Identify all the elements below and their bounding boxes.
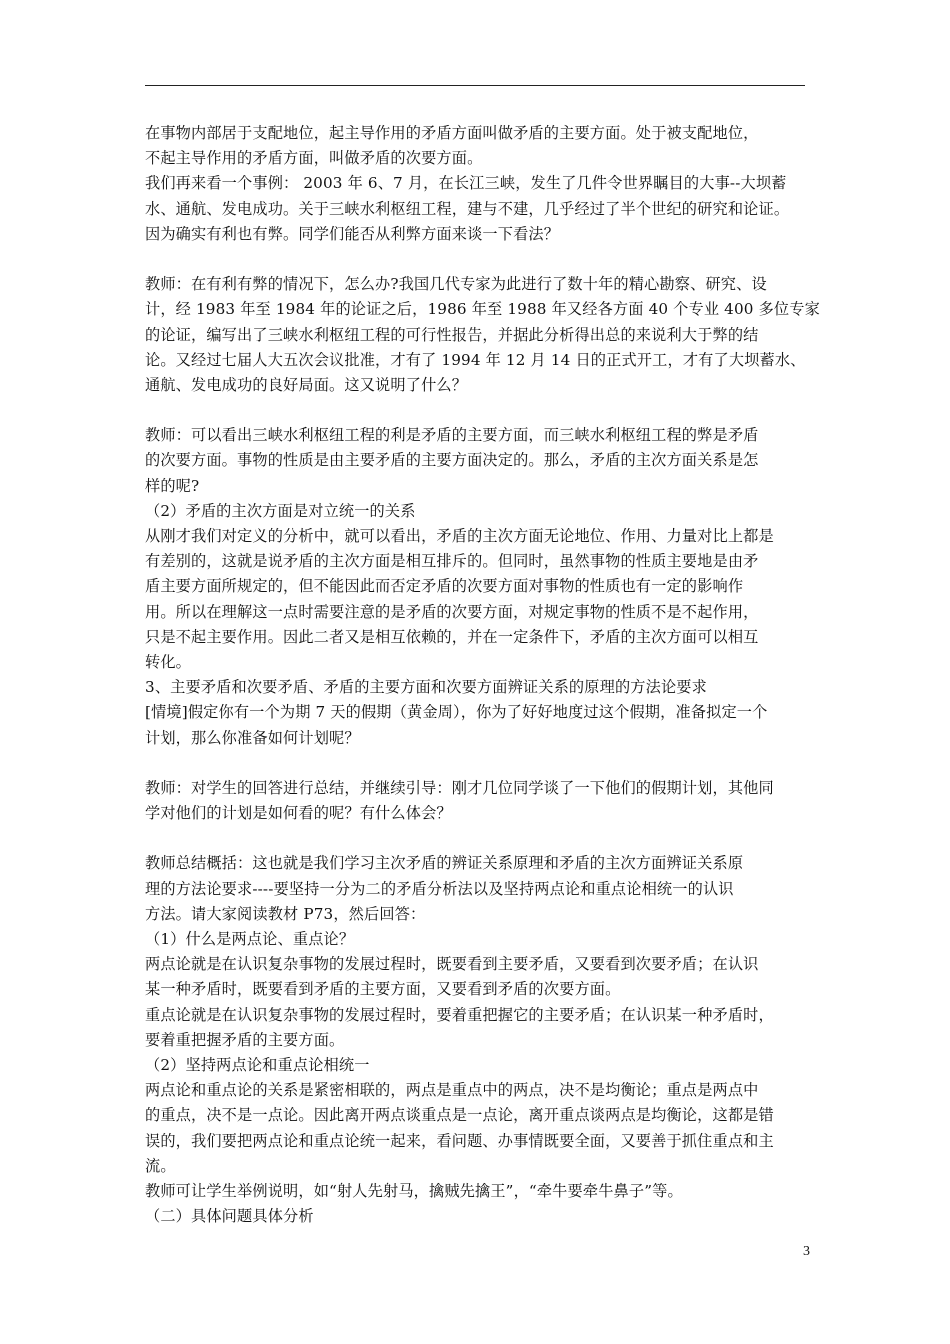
text-line: 的论证，编写出了三峡水利枢纽工程的可行性报告，并据此分析得出总的来说利大于弊的结 [145,325,759,344]
text-line: 的重点，决不是一点论。因此离开两点谈重点是一点论，离开重点谈两点是均衡论，这都是错 [145,1106,774,1125]
blank-line [145,398,815,423]
text-line: 教师：可以看出三峡水利枢纽工程的利是矛盾的主要方面，而三峡水利枢纽工程的弊是矛盾 [145,426,759,445]
text-line: （2）坚持两点论和重点论相统一 [145,1055,370,1074]
text-line: 通航、发电成功的良好局面。这又说明了什么？ [145,375,468,394]
text-line: 教师可让学生举例说明，如“射人先射马，擒贼先擒王”，“牵牛要牵牛鼻子”等。 [145,1181,683,1200]
text-line: （2）矛盾的主次方面是对立统一的关系 [145,501,416,520]
text-line: 盾主要方面所规定的，但不能因此而否定矛盾的次要方面对事物的性质也有一定的影响作 [145,577,744,596]
blank-line [145,826,815,851]
text-line: [情境]假定你有一个为期 7 天的假期（黄金周），你为了好好地度过这个假期，准备拟定一个 [145,703,768,722]
text-line: 在事物内部居于支配地位，起主导作用的矛盾方面叫做矛盾的主要方面。处于被支配地位， [145,124,759,142]
text-line: 水、通航、发电成功。关于三峡水利枢纽工程，建与不建，几乎经过了半个世纪的研究和论证。 [145,199,790,218]
text-line: 流。 [145,1156,176,1175]
text-line: 教师：对学生的回答进行总结，并继续引导：刚才几位同学谈了一下他们的假期计划，其他同 [145,778,774,797]
text-line: （1）什么是两点论、重点论？ [145,930,355,948]
text-line: 要着重把握矛盾的主要方面。 [145,1030,345,1049]
text-line: 3、主要矛盾和次要矛盾、矛盾的主要方面和次要方面辨证关系的原理的方法论要求 [145,678,707,697]
blank-line [145,751,815,776]
text-line: 重点论就是在认识复杂事物的发展过程时，要着重把握它的主要矛盾；在认识某一种矛盾时， [145,1005,774,1024]
text-line: 某一种矛盾时，既要看到矛盾的主要方面，又要看到矛盾的次要方面。 [145,980,621,999]
page-number: 3 [803,1244,810,1259]
header-rule [145,85,805,86]
text-line: 只是不起主要作用。因此二者又是相互依赖的，并在一定条件下，矛盾的主次方面可以相互 [145,627,759,646]
text-line: 的次要方面。事物的性质是由主要矛盾的主要方面决定的。那么，矛盾的主次方面关系是怎 [145,451,759,470]
text-line: 因为确实有利也有弊。同学们能否从利弊方面来谈一下看法？ [145,224,560,243]
text-line: 计，经 1983 年至 1984 年的论证之后，1986 年至 1988 年又经各方面 40 个专业 400 多位专家 [145,300,820,319]
text-line: 转化。 [145,652,192,671]
text-line: 我们再来看一个事例： 2003 年 6、7 月，在长江三峡，发生了几件令世界瞩目的大事--大坝蓄 [145,174,787,193]
text-line: 学对他们的计划是如何看的呢？有什么体会？ [145,804,452,823]
text-line: 教师总结概括：这也就是我们学习主次矛盾的辨证关系原理和矛盾的主次方面辨证关系原 [145,854,744,873]
blank-line [145,247,815,272]
text-line: 理的方法论要求----要坚持一分为二的矛盾分析法以及坚持两点论和重点论相统一的认识 [145,879,734,898]
text-line: 样的呢? [145,476,200,495]
text-line: 两点论和重点论的关系是紧密相联的，两点是重点中的两点，决不是均衡论；重点是两点中 [145,1081,759,1100]
text-line: 从刚才我们对定义的分析中，就可以看出，矛盾的主次方面无论地位、作用、力量对比上都是 [145,527,774,545]
text-line: 方法。请大家阅读教材 P73，然后回答： [145,904,426,923]
text-line: 两点论就是在认识复杂事物的发展过程时，既要看到主要矛盾，又要看到次要矛盾；在认识 [145,955,759,974]
text-line: 论。又经过七届人大五次会议批准，才有了 1994 年 12 月 14 日的正式开工，才有了大坝蓄水、 [145,350,806,369]
body-text [145,121,820,1229]
text-line: 教师：在有利有弊的情况下，怎么办?我国几代专家为此进行了数十年的精心勘察、研究、设 [145,275,767,294]
text-line: 误的，我们要把两点论和重点论统一起来，看问题、办事情既要全面，又要善于抓住重点和主 [145,1131,774,1150]
text-line: 计划，那么你准备如何计划呢？ [145,728,360,747]
text-line: 有差别的，这就是说矛盾的主次方面是相互排斥的。但同时，虽然事物的性质主要地是由矛 [145,552,759,571]
text-line: 用。所以在理解这一点时需要注意的是矛盾的次要方面，对规定事物的性质不是不起作用， [145,602,759,621]
text-line: （二）具体问题具体分析 [145,1207,314,1226]
text-line: 不起主导作用的矛盾方面，叫做矛盾的次要方面。 [145,149,483,168]
